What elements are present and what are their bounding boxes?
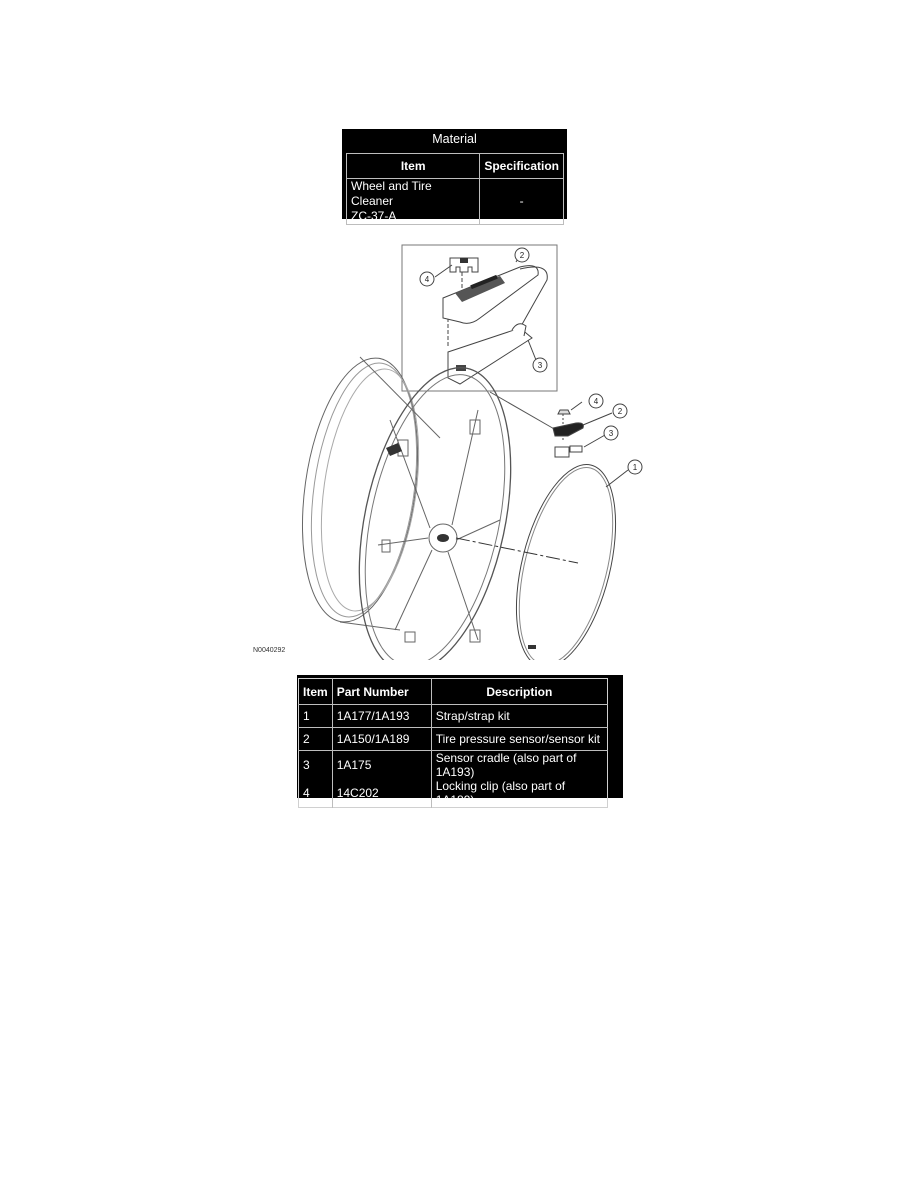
- parts-description-cell: Tire pressure sensor/sensor kit: [431, 728, 607, 751]
- material-item-code: ZC-37-A: [351, 209, 397, 223]
- table-row: [299, 751, 608, 780]
- callout-1: 1: [632, 463, 638, 472]
- parts-table: [297, 675, 623, 807]
- material-table-grid: [346, 153, 564, 225]
- callout-4: 4: [593, 397, 599, 406]
- table-row: [299, 728, 608, 751]
- tire-pressure-sensor-diagram: [250, 240, 670, 660]
- parts-part-number-cell: 1A177/1A193: [332, 705, 431, 728]
- parts-part-number-cell: 1A175: [332, 751, 431, 780]
- parts-item-cell: 4: [303, 786, 310, 800]
- material-header-item: Item: [347, 154, 480, 179]
- callout-2: 2: [617, 407, 623, 416]
- parts-header-description: Description: [431, 679, 607, 705]
- parts-description-cell: Sensor cradle (also part of 1A193): [431, 751, 607, 780]
- inset-callout-2: 2: [519, 251, 525, 260]
- parts-description-cell: Strap/strap kit: [431, 705, 607, 728]
- material-table-header-row: [347, 154, 564, 179]
- parts-part-number-cell: 1A150/1A189: [332, 728, 431, 751]
- parts-item-cell: 1: [299, 705, 333, 728]
- material-table-caption: Material: [432, 132, 477, 146]
- wheel-icon: [287, 351, 578, 660]
- figure-id: N0040292: [253, 647, 286, 654]
- parts-header-part-number: Part Number: [332, 679, 431, 705]
- callout-3: 3: [608, 429, 614, 438]
- material-header-specification: Specification: [480, 154, 564, 179]
- parts-part-number-cell: 14C202: [332, 779, 431, 808]
- inset-callout-3: 3: [537, 361, 543, 370]
- parts-item-cell: 2: [299, 728, 333, 751]
- inset-callout-4: 4: [424, 275, 430, 284]
- material-item-cell: [347, 179, 480, 225]
- parts-table-header-row: [299, 679, 608, 705]
- material-specification-cell: -: [480, 179, 564, 225]
- parts-description-cell: Locking clip (also part of 1A189): [431, 779, 607, 808]
- table-row: [299, 705, 608, 728]
- parts-item-cell: 3: [303, 758, 310, 772]
- parts-table-grid: [298, 678, 608, 808]
- table-row: [299, 779, 608, 808]
- locking-clip-icon: [450, 258, 478, 272]
- material-item-name: Wheel and Tire Cleaner: [351, 179, 432, 208]
- inset-detail-box: [402, 245, 557, 391]
- small-parts-group: [553, 394, 627, 457]
- parts-header-item: Item: [299, 679, 333, 705]
- strap-icon: [498, 454, 642, 660]
- table-row: [347, 179, 564, 225]
- material-table: [342, 129, 567, 223]
